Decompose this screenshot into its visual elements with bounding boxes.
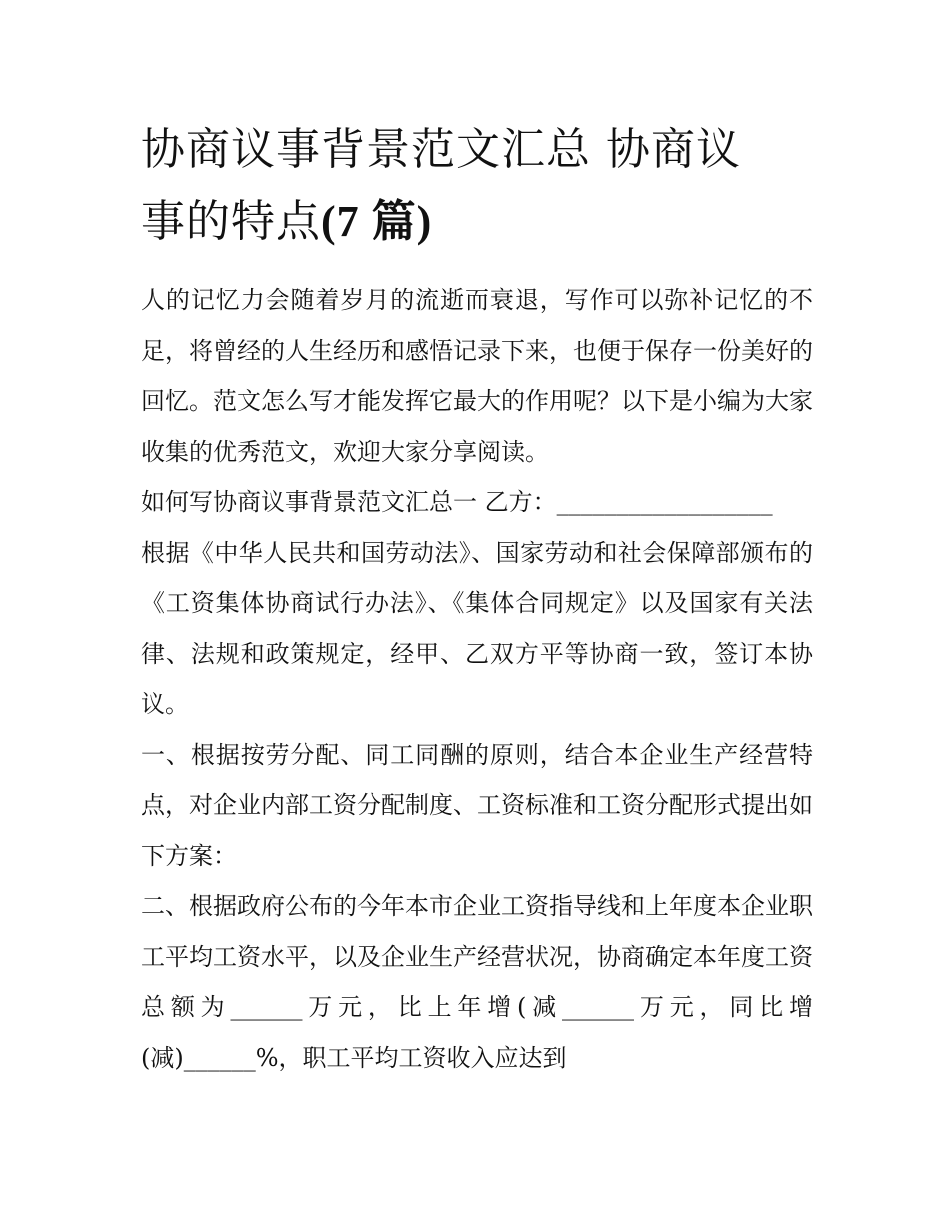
clause-two-paragraph: 二、根据政府公布的今年本市企业工资指导线和上年度本企业职工平均工资水平，以及企业生产经营状况，协商确定本年度工资总额为______万元，比上年增(减______万元，同比增(减)______%，职工平均工资收入应达到 <box>141 892 813 1072</box>
title-line-2: 事的特点 <box>141 196 321 247</box>
legal-basis-paragraph: 根据《中华人民共和国劳动法》、国家劳动和社会保障部颁布的《工资集体协商试行办法》、《集体合同规定》以及国家有关法律、法规和政策规定，经甲、乙双方平等协商一致，签订本协议。 <box>141 538 813 718</box>
intro-paragraph: 人的记忆力会随着岁月的流逝而衰退，写作可以弥补记忆的不足，将曾经的人生经历和感悟记录下来，也便于保存一份美好的回忆。范文怎么写才能发挥它最大的作用呢？以下是小编为大家收集的优秀范文，欢迎大家分享阅读。 <box>141 286 813 466</box>
title-line-1: 协商议事背景范文汇总 协商议 <box>141 124 741 175</box>
title-count: (7 篇) <box>321 197 433 246</box>
document-title <box>141 114 813 258</box>
clause-one-paragraph: 一、根据按劳分配、同工同酬的原则，结合本企业生产经营特点，对企业内部工资分配制度、工资标准和工资分配形式提出如下方案： <box>141 740 813 870</box>
document-body <box>141 275 813 1083</box>
document-content <box>141 114 813 1083</box>
section-heading-paragraph: 如何写协商议事背景范文汇总一 乙方：__________________ <box>141 488 773 516</box>
